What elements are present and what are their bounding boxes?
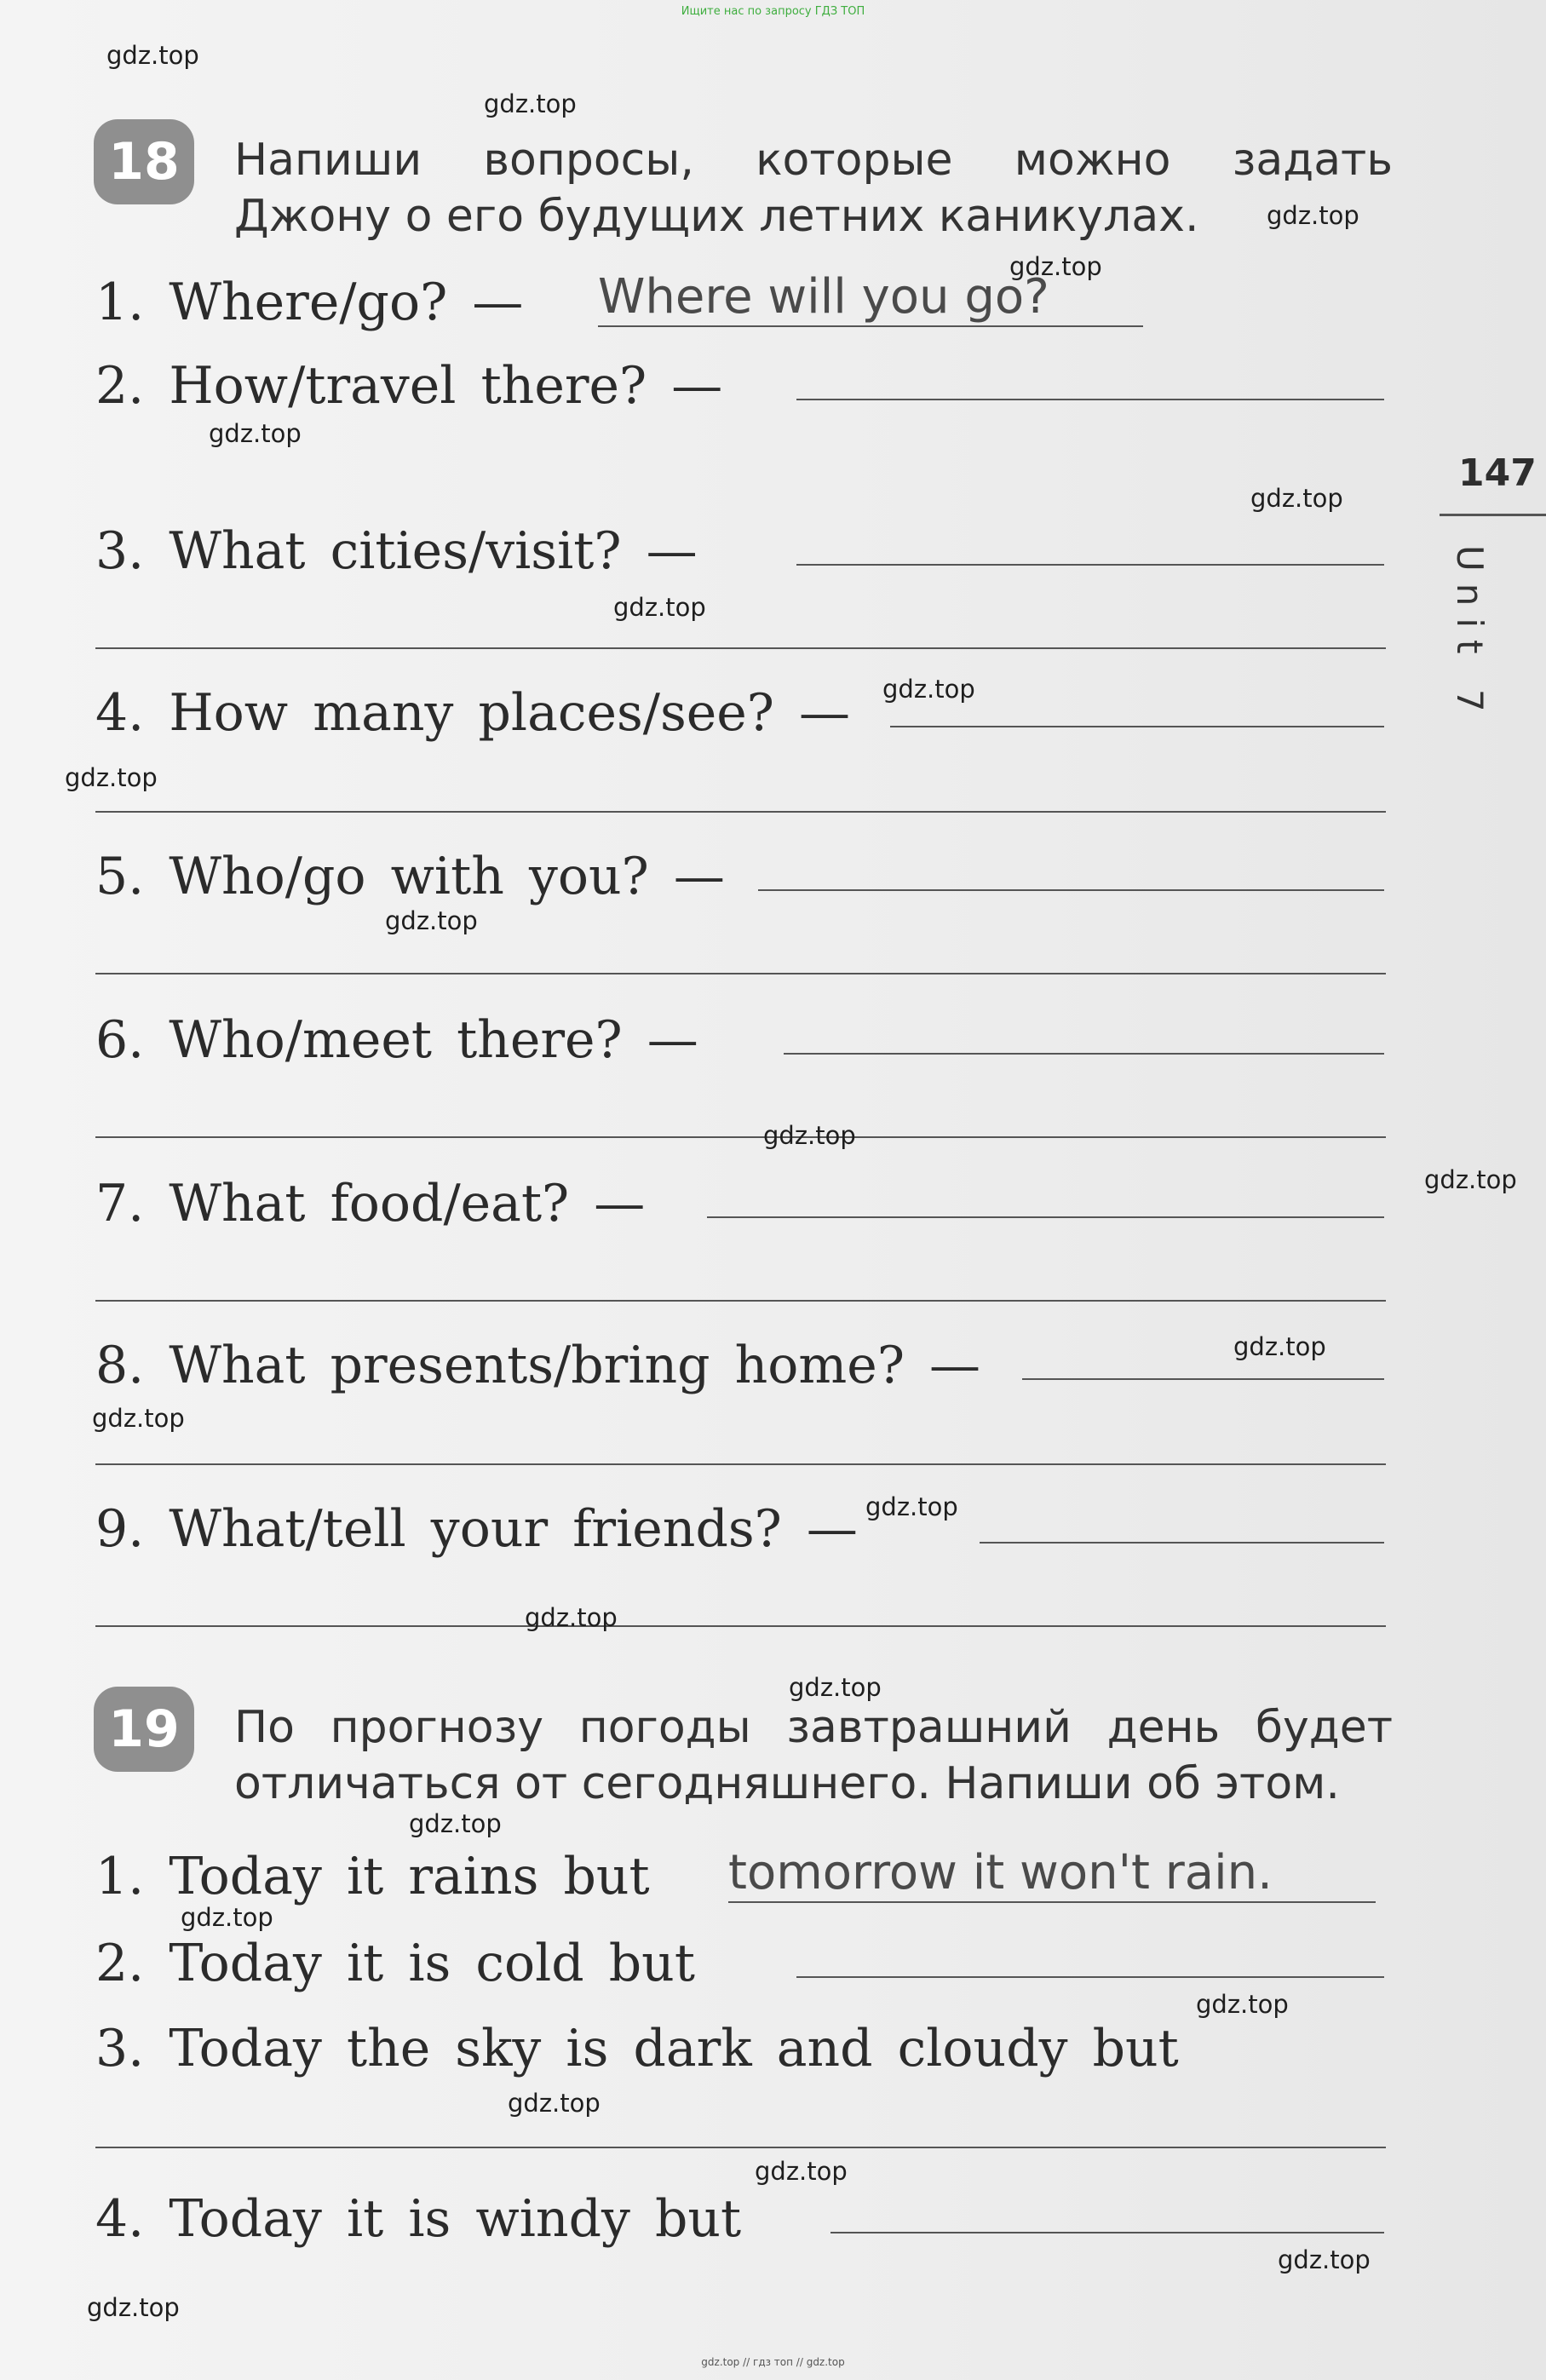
watermark: gdz.top [385,906,478,935]
unit-label: Unit 7 [1449,545,1491,724]
ex19-item-3-prompt: 3. Today the sky is dark and cloudy but [95,2019,1179,2078]
ex18-item-4-prompt: 4. How many places/see? — [95,683,851,743]
ex18-item-5-answer-line-2[interactable] [95,973,1386,974]
ex18-item-5-answer-line[interactable] [758,889,1384,891]
ex19-item-1-answer[interactable]: tomorrow it won't rain. [728,1845,1376,1903]
ex18-item-8-answer-line-2[interactable] [95,1463,1386,1465]
ex18-item-3-prompt: 3. What cities/visit? — [95,521,698,581]
ex19-item-2-answer-line[interactable] [796,1976,1384,1978]
exercise-19-instruction-line1: По прогнозу погоды завтрашний день будет [234,1702,1393,1753]
exercise-18-instruction-line2: Джону о его будущих летних каникулах. [234,191,1199,242]
ex18-item-3-answer-line[interactable] [796,564,1384,566]
watermark: gdz.top [209,419,302,448]
ex19-item-3-answer-line[interactable] [95,2147,1386,2148]
ex19-item-4-answer-line[interactable] [830,2232,1384,2233]
watermark: gdz.top [87,2293,180,2322]
ex18-item-4-answer-line[interactable] [890,726,1384,727]
watermark: gdz.top [755,2157,848,2186]
ex18-item-1-answer[interactable]: Where will you go? [598,269,1143,327]
ex18-item-5-prompt: 5. Who/go with you? — [95,847,725,906]
ex18-item-9-answer-line[interactable] [980,1542,1384,1544]
watermark: gdz.top [865,1492,958,1521]
watermark: gdz.top [181,1903,273,1932]
watermark: gdz.top [484,89,577,118]
watermark: gdz.top [789,1673,882,1702]
exercise-18-instruction [234,132,1393,244]
ex19-item-4-prompt: 4. Today it is windy but [95,2189,742,2249]
ex18-item-2-answer-line[interactable] [796,399,1384,400]
ex18-item-7-answer-line[interactable] [707,1216,1384,1218]
watermark: gdz.top [525,1603,618,1632]
footer-note: gdz.top // гдз топ // gdz.top [701,2356,845,2368]
ex18-item-9-prompt: 9. What/tell your friends? — [95,1499,858,1559]
ex19-item-2-prompt: 2. Today it is cold but [95,1934,695,1993]
ex18-item-1-prompt: 1. Where/go? — [95,273,524,332]
exercise-18-badge: 18 [94,119,194,204]
ex18-item-4-answer-line-2[interactable] [95,811,1386,813]
page-number-rule [1440,514,1546,516]
watermark: gdz.top [1196,1990,1289,2019]
exercise-19-badge: 19 [94,1687,194,1772]
watermark: gdz.top [1250,484,1343,513]
exercise-18-instruction-line1: Напиши вопросы, которые можно задать [234,135,1393,186]
watermark: gdz.top [409,1809,502,1838]
watermark: gdz.top [882,675,975,704]
page-number: 147 [1458,451,1537,495]
ex18-item-6-answer-line-2[interactable] [95,1136,1386,1138]
unit-label-box [1448,545,1499,767]
watermark: gdz.top [508,2089,601,2118]
watermark: gdz.top [1267,201,1359,230]
exercise-19-instruction [234,1699,1393,1812]
ex18-item-6-answer-line[interactable] [784,1053,1384,1055]
watermark: gdz.top [92,1404,185,1433]
watermark: gdz.top [763,1121,856,1150]
ex18-item-9-answer-line-2[interactable] [95,1625,1386,1627]
ex18-item-3-answer-line-2[interactable] [95,647,1386,649]
ex18-item-2-prompt: 2. How/travel there? — [95,356,723,416]
exercise-19-instruction-line2: отличаться от сегодняшнего. Напиши об этом. [234,1758,1340,1809]
header-note: Ищите нас по запросу ГДЗ ТОП [681,5,865,18]
ex18-item-6-prompt: 6. Who/meet there? — [95,1010,698,1070]
watermark: gdz.top [613,593,706,622]
ex18-item-8-prompt: 8. What presents/bring home? — [95,1336,981,1395]
ex19-item-1-prompt: 1. Today it rains but [95,1847,650,1906]
watermark: gdz.top [1233,1332,1326,1361]
watermark: gdz.top [1424,1165,1517,1194]
watermark: gdz.top [1009,252,1102,281]
ex18-item-7-answer-line-2[interactable] [95,1300,1386,1302]
watermark: gdz.top [106,41,199,70]
ex18-item-8-answer-line[interactable] [1022,1378,1384,1380]
watermark: gdz.top [1278,2245,1371,2274]
ex18-item-7-prompt: 7. What food/eat? — [95,1174,646,1233]
watermark: gdz.top [65,763,158,792]
